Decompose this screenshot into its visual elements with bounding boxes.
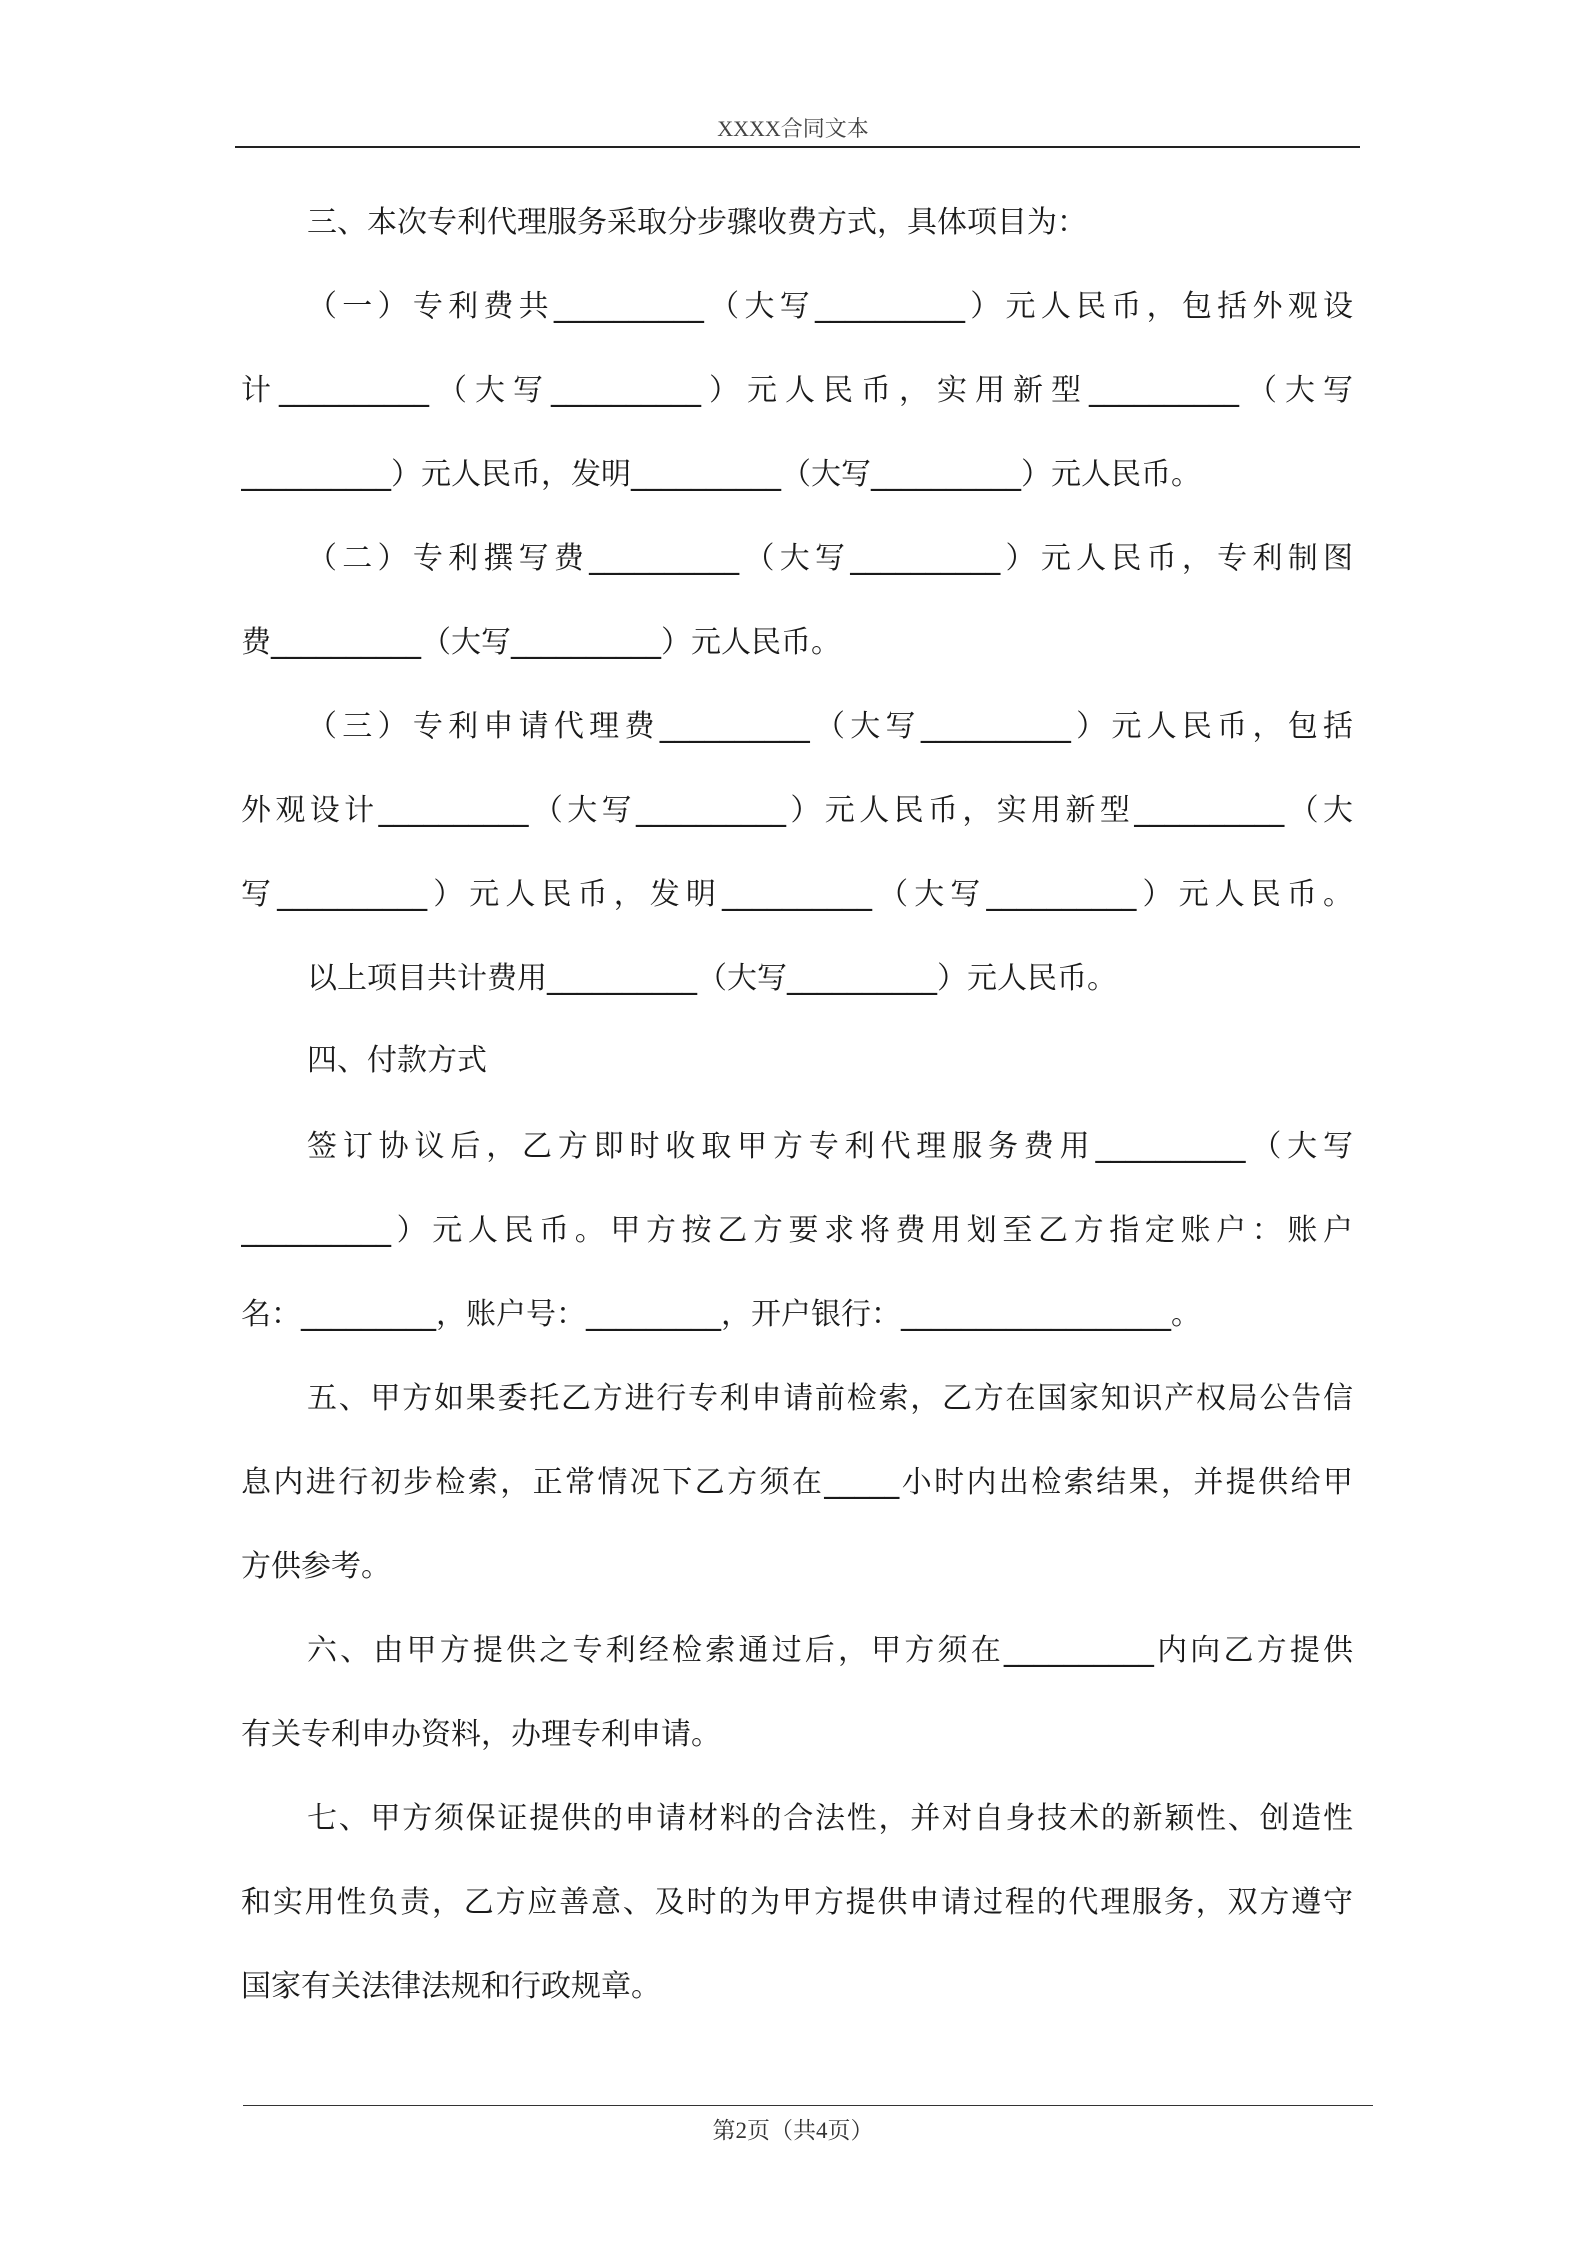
paragraph-item-1-line-2: 计__________（大写__________）元人民币，实用新型__________（大写 (241, 373, 1353, 408)
paragraph-clause-7-line-1: 七、甲方须保证提供的申请材料的合法性，并对自身技术的新颖性、创造性 (307, 1801, 1353, 1836)
paragraph-item-1-line-1: （一）专利费共__________（大写__________）元人民币，包括外观设 (307, 289, 1353, 324)
paragraph-clause-5-line-1: 五、甲方如果委托乙方进行专利申请前检索，乙方在国家知识产权局公告信 (307, 1381, 1353, 1416)
paragraph-item-3-line-2: 外观设计__________（大写__________）元人民币，实用新型__________（大 (241, 793, 1353, 828)
paragraph-payment-line-2: __________）元人民币。甲方按乙方要求将费用划至乙方指定账户：账户 (241, 1213, 1353, 1248)
paragraph-clause-7-line-3: 国家有关法律法规和行政规章。 (241, 1969, 661, 2004)
paragraph-clause-6-line-1: 六、由甲方提供之专利经检索通过后，甲方须在__________内向乙方提供 (307, 1633, 1353, 1668)
paragraph-item-3-line-3: 写__________）元人民币，发明__________（大写__________）元人民币。 (241, 877, 1353, 912)
paragraph-clause-5-line-3: 方供参考。 (241, 1549, 391, 1584)
section-heading-payment: 四、付款方式 (307, 1043, 487, 1078)
paragraph-item-2-line-2: 费__________（大写__________）元人民币。 (241, 625, 841, 660)
header-divider (235, 146, 1360, 148)
paragraph-total-line: 以上项目共计费用__________（大写__________）元人民币。 (307, 961, 1117, 996)
paragraph-clause-6-line-2: 有关专利申办资料，办理专利申请。 (241, 1717, 721, 1752)
footer-divider (243, 2105, 1373, 2106)
paragraph-item-1-line-3: __________）元人民币，发明__________（大写__________）元人民币。 (241, 457, 1201, 492)
page-number: 第2页（共4页） (712, 2118, 874, 2143)
paragraph-clause-7-line-2: 和实用性负责，乙方应善意、及时的为甲方提供申请过程的代理服务，双方遵守 (241, 1885, 1353, 1920)
paragraph-item-3-line-1: （三）专利申请代理费__________（大写__________）元人民币，包括 (307, 709, 1353, 744)
paragraph-item-2-line-1: （二）专利撰写费__________（大写__________）元人民币，专利制图 (307, 541, 1353, 576)
page-header: XXXX合同文本 (717, 116, 869, 141)
paragraph-clause-5-line-2: 息内进行初步检索，正常情况下乙方须在_____小时内出检索结果，并提供给甲 (241, 1465, 1353, 1500)
paragraph-payment-line-3: 名：_________，账户号：_________，开户银行：__________________。 (241, 1297, 1201, 1332)
paragraph-payment-line-1: 签订协议后，乙方即时收取甲方专利代理服务费用__________（大写 (307, 1129, 1353, 1164)
paragraph-clause-3-line-1: 三、本次专利代理服务采取分步骤收费方式，具体项目为： (307, 205, 1087, 240)
